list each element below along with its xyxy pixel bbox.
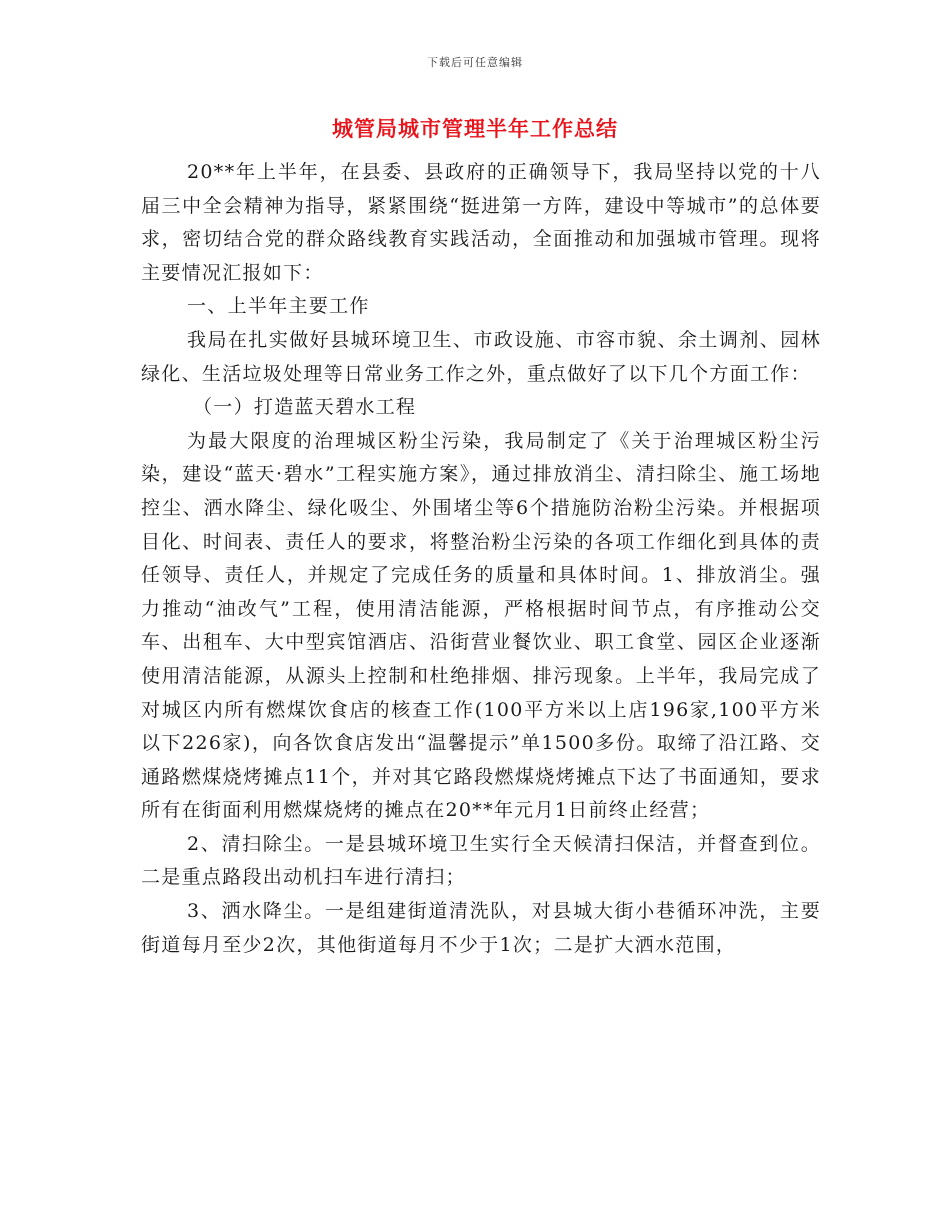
paragraph-overview: 我局在扎实做好县城环境卫生、市政设施、市容市貌、余土调剂、园林绿化、生活垃圾处理等日常业务工作之外，重点做好了以下几个方面工作： xyxy=(141,328,821,385)
paragraph-intro: 20**年上半年，在县委、县政府的正确领导下，我局坚持以党的十八届三中全会精神为指导，紧紧围绕“挺进第一方阵，建设中等城市”的总体要求，密切结合党的群众路线教育实践活动，全面推动和加强城市管理。现将主要情况汇报如下： xyxy=(141,161,821,284)
paragraph-blue-sky: 为最大限度的治理城区粉尘污染，我局制定了《关于治理城区粉尘污染，建设“蓝天·碧水”工程实施方案》，通过排放消尘、清扫除尘、施工场地控尘、洒水降尘、绿化吸尘、外围堵尘等6个措施防治粉尘污染。并根据项目化、时间表、责任人的要求，将整治粉尘污染的各项工作细化到具体的责任领导、责任人，并规定了完成任务的质量和具体时间。1、排放消尘。强力推动“油改气”工程，使用清洁能源，严格根据时间节点，有序推动公交车、出租车、大中型宾馆酒店、沿街营业餐饮业、职工食堂、园区企业逐渐使用清洁能源，从源头上控制和杜绝排烟、排污现象。上半年，我局完成了对城区内所有燃煤饮食店的核查工作(100平方米以上店196家,100平方米以下226家)，向各饮食店发出“温馨提示”单1500多份。取缔了沿江路、交通路燃煤烧烤摊点11个，并对其它路段燃煤烧烤摊点下达了书面通知，要求所有在街面利用燃煤烧烤的摊点在20**年元月1日前终止经营； xyxy=(141,429,821,822)
document-title: 城管局城市管理半年工作总结 xyxy=(332,116,618,141)
paragraph-sprinkling: 3、洒水降尘。一是组建街道清洗队，对县城大街小巷循环冲洗，主要街道每月至少2次，其他街道每月不少于1次；二是扩大洒水范围， xyxy=(141,900,821,956)
header-note: 下载后可任意编辑 xyxy=(427,56,523,69)
subsection-heading-1: （一）打造蓝天碧水工程 xyxy=(193,396,417,419)
section-heading-1: 一、上半年主要工作 xyxy=(187,295,370,318)
document-body xyxy=(141,156,821,962)
paragraph-cleaning: 2、清扫除尘。一是县城环境卫生实行全天候清扫保洁，并督查到位。二是重点路段出动机扫车进行清扫； xyxy=(141,832,821,889)
